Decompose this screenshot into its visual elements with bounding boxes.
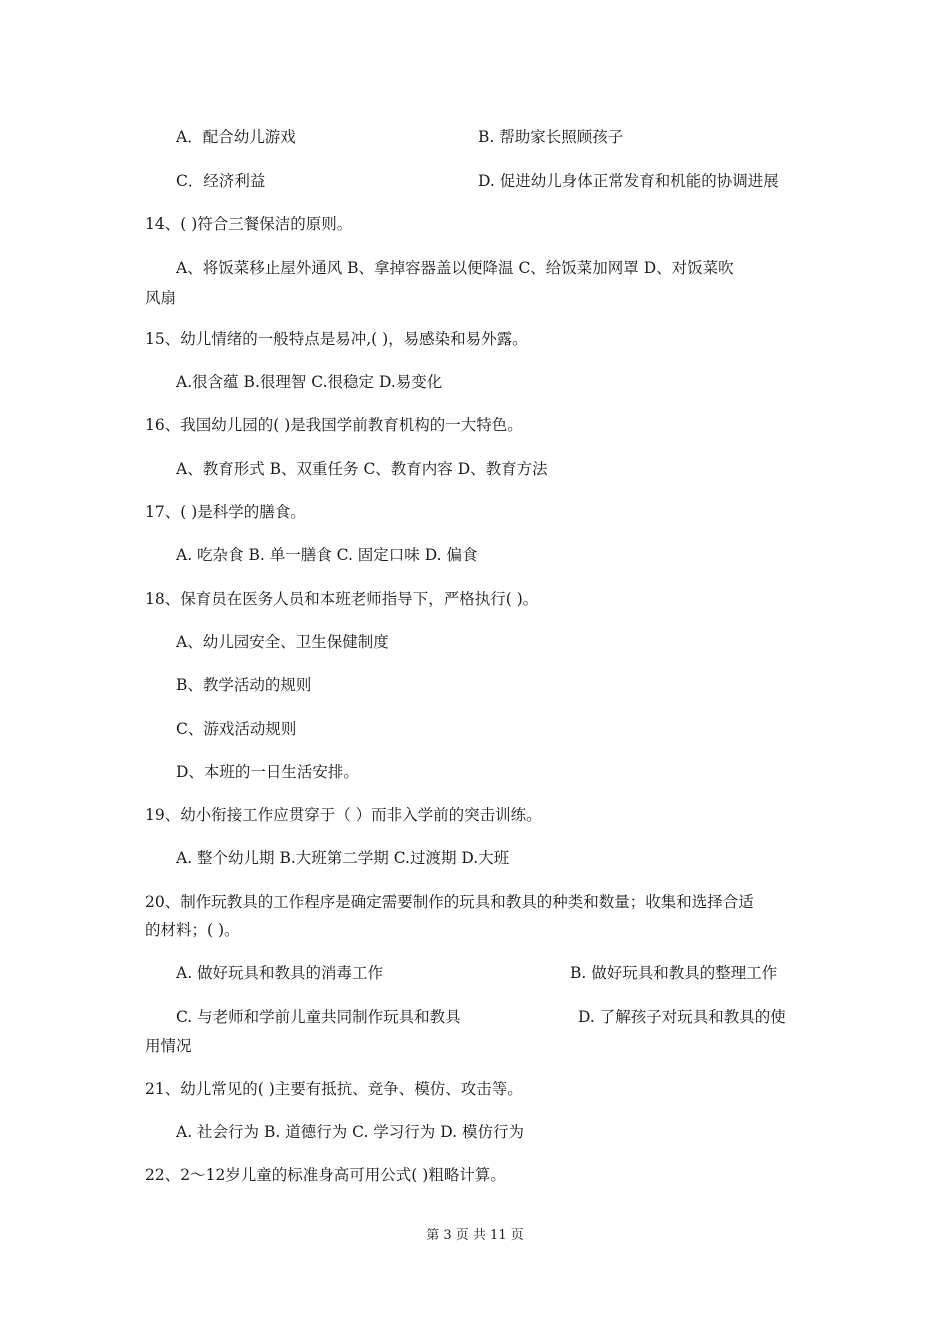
q21-options: A. 社会行为 B. 道德行为 C. 学习行为 D. 模仿行为: [176, 1123, 524, 1141]
q20-option-b: B. 做好玩具和教具的整理工作: [570, 964, 778, 982]
q20-question: 20、制作玩教具的工作程序是确定需要制作的玩具和教具的种类和数量；收集和选择合适: [145, 893, 754, 911]
q13-option-d: D. 促进幼儿身体正常发育和机能的协调进展: [478, 172, 779, 190]
q19-question: 19、幼小衔接工作应贯穿于（ ）而非入学前的突击训练。: [145, 806, 542, 824]
q14-options-cont: 风扇: [145, 289, 177, 307]
q16-question: 16、我国幼儿园的( )是我国学前教育机构的一大特色。: [145, 416, 523, 434]
q17-options: A. 吃杂食 B. 单一膳食 C. 固定口味 D. 偏食: [176, 546, 478, 564]
q18-option-a: A、幼儿园安全、卫生保健制度: [176, 633, 389, 651]
q20-option-a: A. 做好玩具和教具的消毒工作: [176, 964, 384, 982]
q14-question: 14、( )符合三餐保洁的原则。: [145, 215, 353, 233]
q18-option-c: C、游戏活动规则: [176, 720, 297, 738]
q20-option-c: C. 与老师和学前儿童共同制作玩具和教具: [176, 1008, 461, 1026]
q19-options: A. 整个幼儿期 B.大班第二学期 C.过渡期 D.大班: [176, 849, 510, 867]
q13-option-a: A．配合幼儿游戏: [176, 128, 296, 146]
q20-option-d-cont: 用情况: [145, 1037, 192, 1055]
q13-option-b: B. 帮助家长照顾孩子: [478, 128, 624, 146]
q20-option-d: D. 了解孩子对玩具和教具的使: [578, 1008, 786, 1026]
q13-option-c: C．经济利益: [176, 172, 266, 190]
q20-question-cont: 的材料；( )。: [145, 921, 240, 939]
q21-question: 21、幼儿常见的( )主要有抵抗、竞争、模仿、攻击等。: [145, 1080, 523, 1098]
q22-question: 22、2～12岁儿童的标准身高可用公式( )粗略计算。: [145, 1166, 506, 1184]
q18-option-d: D、本班的一日生活安排。: [176, 763, 359, 781]
q14-options: A、将饭菜移止屋外通风 B、拿掉容器盖以便降温 C、给饭菜加网罩 D、对饭菜吹: [176, 259, 734, 277]
q18-question: 18、保育员在医务人员和本班老师指导下，严格执行( )。: [145, 590, 539, 608]
q18-option-b: B、教学活动的规则: [176, 676, 312, 694]
q15-question: 15、幼儿情绪的一般特点是易冲,( )，易感染和易外露。: [145, 330, 528, 348]
page-footer: 第 3 页 共 11 页: [426, 1228, 524, 1243]
q16-options: A、教育形式 B、双重任务 C、教育内容 D、教育方法: [176, 460, 548, 478]
q15-options: A.很含蕴 B.很理智 C.很稳定 D.易变化: [176, 373, 443, 391]
q17-question: 17、( )是科学的膳食。: [145, 503, 306, 521]
